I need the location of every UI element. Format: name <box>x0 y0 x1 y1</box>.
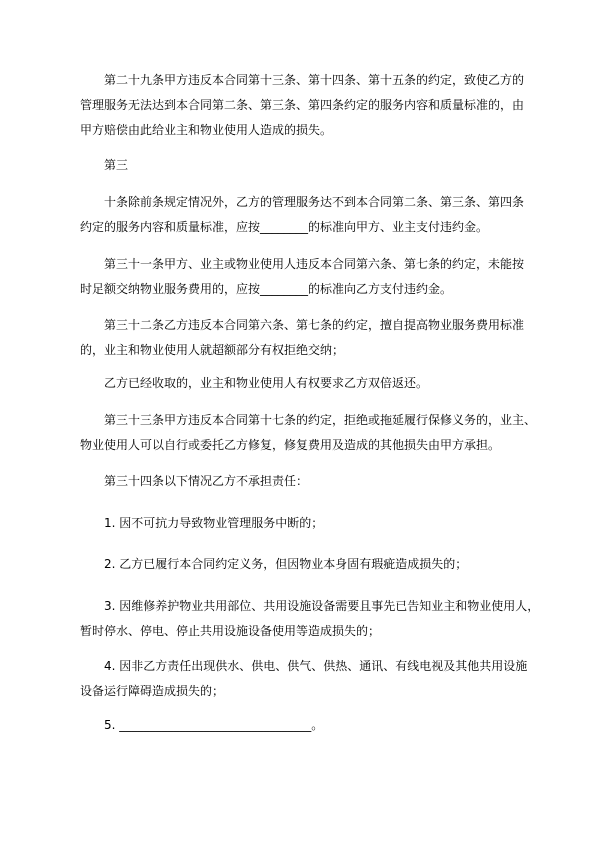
text-line: 4. 因非乙方责任出现供水、供电、供气、供热、通讯、有线电视及其他共用设施 <box>104 659 528 673</box>
text-line: 十条除前条规定情况外，乙方的管理服务达不到本合同第二条、第三条、第四条 <box>104 195 525 209</box>
list-item <box>80 511 520 536</box>
text-line: 约定的服务内容和质量标准，应按________的标准向甲方、业主支付违约金。 <box>80 220 489 234</box>
text-line: 第三十一条甲方、业主或物业使用人违反本合同第六条、第七条的约定，未能按 <box>104 257 525 271</box>
article-33 <box>80 408 537 458</box>
text-line: 第三十四条以下情况乙方不承担责任： <box>104 474 309 488</box>
text-line: 5. ________________________________。 <box>104 718 324 732</box>
text-line: 3. 因维修养护物业共用部位、共用设施设备需要且事先已告知业主和物业使用人， <box>104 599 540 613</box>
text-line: 乙方已经收取的，业主和物业使用人有权要求乙方双倍返还。 <box>104 376 429 390</box>
text-line: 第三十二条乙方违反本合同第六条、第七条的约定，擅自提高物业服务费用标准 <box>104 318 525 332</box>
text-line: 2. 乙方已履行本合同约定义务，但因物业本身固有瑕疵造成损失的； <box>104 557 468 571</box>
article-34 <box>80 469 520 494</box>
article-30-heading <box>80 153 520 178</box>
text-line: 第三十三条甲方违反本合同第十七条的约定，拒绝或拖延履行保修义务的，业主、 <box>104 413 537 427</box>
list-item <box>80 654 528 704</box>
list-item <box>80 594 540 644</box>
text-line: 的，业主和物业使用人就超额部分有权拒绝交纳； <box>80 343 345 357</box>
text-line: 时足额交纳物业服务费用的，应按________的标准向乙方支付违约金。 <box>80 282 453 296</box>
article-32-continued <box>80 371 520 396</box>
text-line: 第三 <box>104 158 129 172</box>
text-line: 甲方赔偿由此给业主和物业使用人造成的损失。 <box>80 123 333 137</box>
text-line: 设备运行障碍造成损失的； <box>80 684 225 698</box>
text-line: 第二十九条甲方违反本合同第十三条、第十四条、第十五条的约定，致使乙方的 <box>104 73 525 87</box>
list-item <box>80 713 520 738</box>
article-29 <box>80 68 525 143</box>
text-line: 1. 因不可抗力导致物业管理服务中断的； <box>104 516 324 530</box>
text-line: 物业使用人可以自行或委托乙方修复，修复费用及造成的其他损失由甲方承担。 <box>80 438 501 452</box>
text-line: 管理服务无法达到本合同第二条、第三条、第四条约定的服务内容和质量标准的，由 <box>80 98 525 112</box>
text-line: 暂时停水、停电、停止共用设施设备使用等造成损失的； <box>80 624 381 638</box>
list-item <box>80 552 520 577</box>
article-31 <box>80 252 525 302</box>
article-30 <box>80 190 525 240</box>
article-32 <box>80 313 525 363</box>
